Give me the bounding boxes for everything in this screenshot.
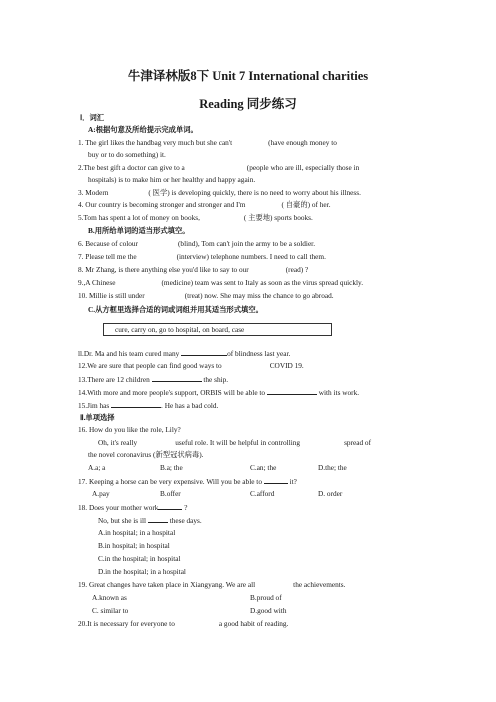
question-16-line3: the novel coronavirus (新型冠状病毒). (88, 450, 204, 459)
q18-option-a: A.in hospital; in a hospital (98, 528, 176, 537)
q17-option-a: A.pay (92, 489, 110, 498)
question-5: 5.Tom has spent a lot of money on books, ( 主要地) sports books. (78, 213, 313, 222)
answer-blank (152, 374, 202, 382)
q17-option-c: C.afford (250, 489, 275, 498)
q18-option-c: C.in the hospital; in hospital (98, 554, 181, 563)
q17-option-b: B.offer (160, 489, 181, 498)
q19-option-d: D.good with (250, 606, 287, 615)
question-10: 10. Millie is still under (treat) now. She may miss the chance to go abroad. (78, 291, 334, 300)
question-15: 15.Jim has . He has a bad cold. (78, 401, 219, 410)
question-13: 13.There are 12 children the ship. (78, 375, 229, 384)
question-16-line2: Oh, it's really useful role. It will be helpful in controlling spread of (98, 438, 372, 447)
answer-blank (111, 400, 161, 408)
section-1-heading: Ⅰ．词汇 (80, 113, 105, 122)
question-11: ll.Dr. Ma and his team cured many of blindness last year. (78, 349, 291, 358)
q19-option-a: A.known as (92, 593, 127, 602)
question-2: 2.The best gift a doctor can give to a (people who are ill, especially those in (78, 163, 360, 172)
answer-blank (267, 387, 317, 395)
q17-option-d: D. order (318, 489, 343, 498)
question-18-line2: No, but she is ill these days. (98, 516, 202, 525)
answer-blank (264, 476, 288, 484)
section-2-heading: Ⅱ.单项选择 (80, 413, 115, 422)
question-1-cont: buy or to do something) it. (88, 150, 166, 159)
part-b-heading: B.用所给单词的适当形式填空。 (88, 226, 190, 235)
question-14: 14.With more and more people's support, ORBIS will be able to with its work. (78, 388, 360, 397)
q16-option-a: A.a; a (88, 463, 106, 472)
question-6: 6. Because of colour (blind), Tom can't join the army to be a soldier. (78, 239, 316, 248)
question-3: 3. Modern ( 医学) is developing quickly, there is no need to worry about his illness. (78, 188, 361, 197)
page-subtitle: Reading 同步练习 (199, 97, 297, 111)
answer-blank (181, 348, 227, 356)
q16-option-d: D.the; the (318, 463, 347, 472)
answer-blank (158, 502, 182, 510)
part-c-heading: C.从方框里选择合适的词或词组并用其适当形式填空。 (88, 305, 263, 314)
question-18: 18. Does your mother work ? (78, 503, 188, 512)
question-16: 16. How do you like the role, Lily? (78, 425, 181, 434)
q18-option-d: D.in the hospital; in a hospital (98, 567, 186, 576)
question-8: 8. Mr Zhang, is there anything else you'd like to say to our (read) ? (78, 265, 309, 274)
q19-option-c: C. similar to (92, 606, 129, 615)
q18-option-b: B.in hospital; in hospital (98, 541, 170, 550)
question-12: 12.We are sure that people can find good ways to COVID 19. (78, 361, 304, 370)
question-1: 1. The girl likes the handbag very much but she can't (have enough money to (78, 138, 337, 147)
word-bank-box: cure, carry on, go to hospital, on board, case (103, 323, 332, 336)
question-17: 17. Keeping a horse can be very expensive. Will you be able to it? (78, 477, 297, 486)
q16-option-c: C.an; the (250, 463, 277, 472)
question-7: 7. Please tell me the (interview) telephone numbers. I need to call them. (78, 252, 326, 261)
question-19: 19. Great changes have taken place in Xiangyang. We are all the achievements. (78, 580, 346, 589)
part-a-heading: A:根据句意及所给提示完成单词。 (88, 125, 198, 134)
q16-option-b: B.a; the (160, 463, 183, 472)
q19-option-b: B.proud of (250, 593, 282, 602)
page-title: 牛津译林版8下 Unit 7 International charities (127, 69, 369, 83)
answer-blank (148, 515, 168, 523)
question-20: 20.It is necessary for everyone to a good habit of reading. (78, 619, 289, 628)
question-9: 9.,A Chinese (medicine) team was sent to Italy as soon as the virus spread quickly. (78, 278, 364, 287)
question-2-cont: hospitals) is to make him or her healthy and happy again. (88, 175, 256, 184)
question-4: 4. Our country is becoming stronger and stronger and I'm ( 自豪的) of her. (78, 200, 331, 209)
